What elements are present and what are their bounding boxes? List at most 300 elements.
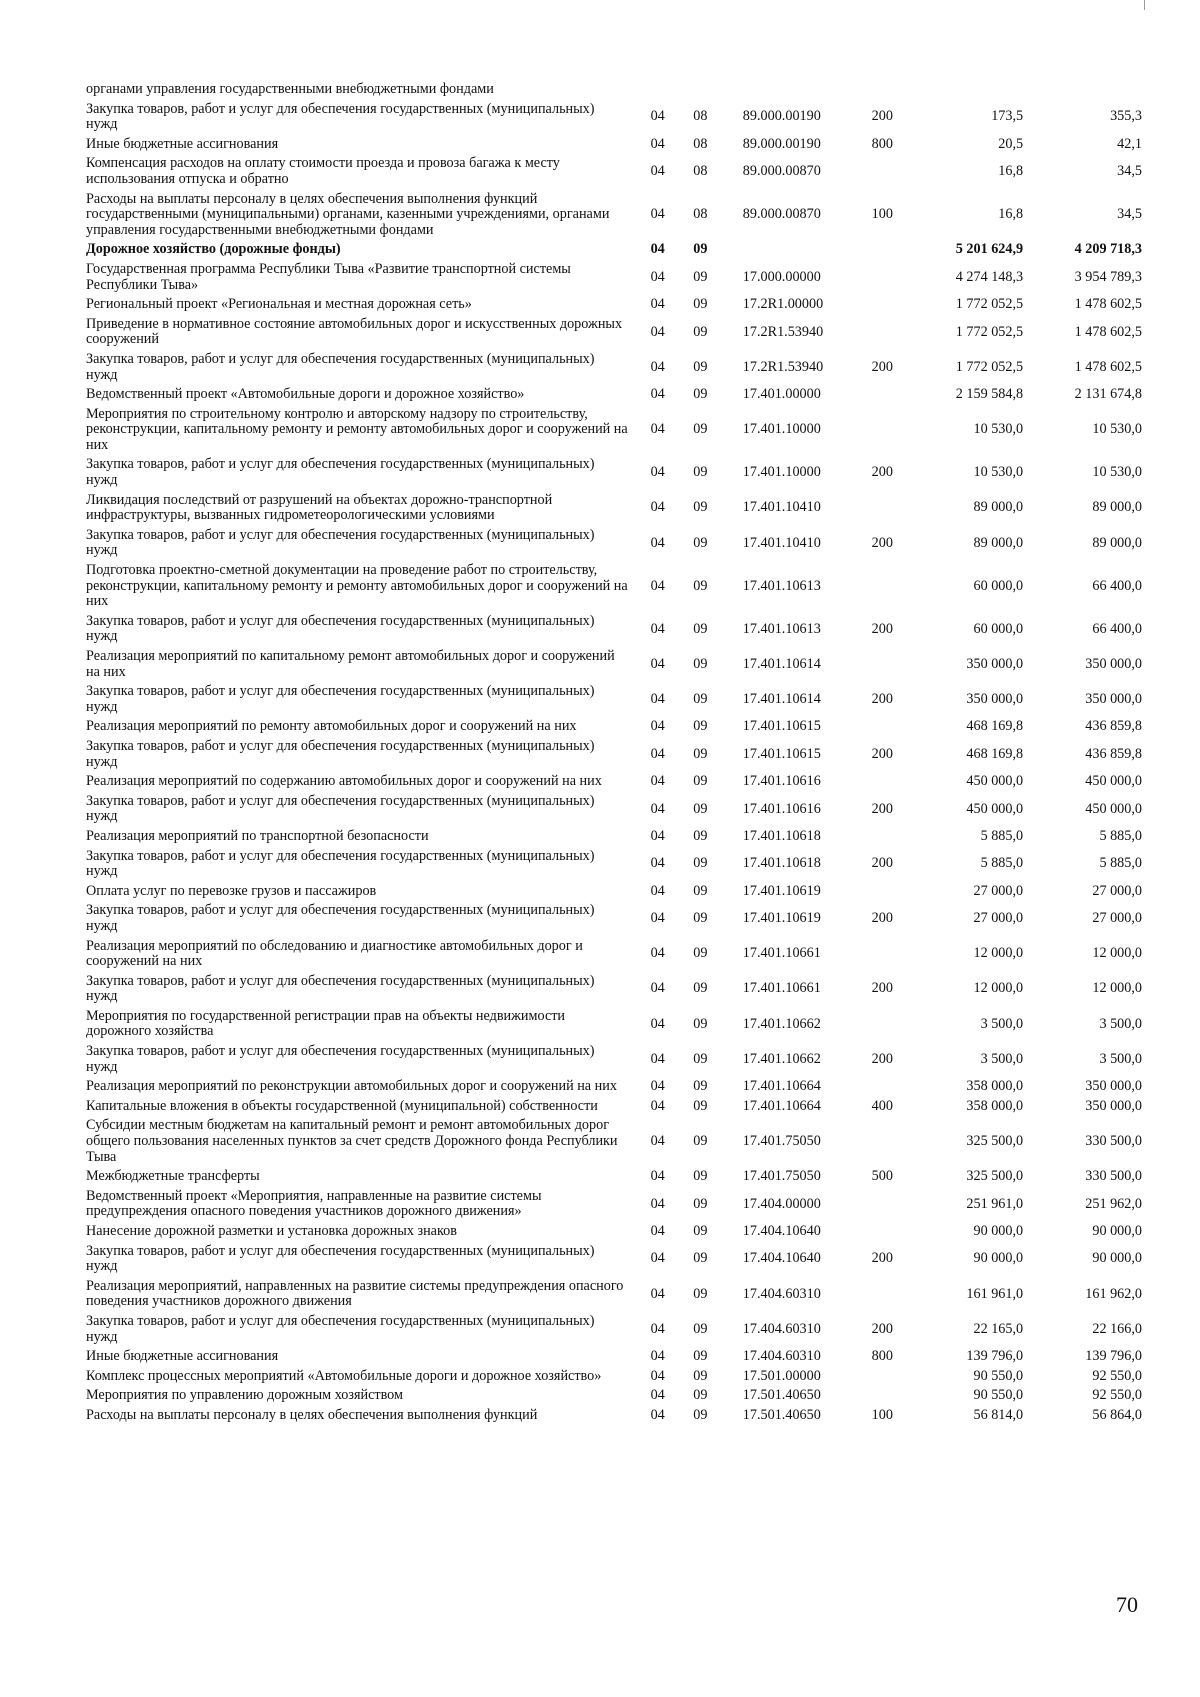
col-target-article: 17.401.10619	[742, 910, 821, 927]
col-target-article: 17.401.10410	[742, 534, 821, 551]
row-name: Региональный проект «Региональная и местная дорожная сеть»	[86, 296, 472, 313]
col-razdel: 04	[650, 421, 665, 438]
col-podrazdel: 09	[693, 910, 708, 927]
col-razdel: 04	[650, 534, 665, 551]
col-razdel: 04	[650, 1320, 665, 1337]
col-amount-year-2: 34,5	[1117, 206, 1142, 223]
table-row	[86, 1367, 1146, 1387]
col-amount-year-2: 89 000,0	[1092, 534, 1142, 551]
col-razdel: 04	[650, 745, 665, 762]
col-podrazdel: 09	[693, 358, 708, 375]
table-row	[86, 827, 1146, 847]
row-name: Закупка товаров, работ и услуг для обеспечения государственных (муниципальных) нужд	[86, 1242, 595, 1275]
col-expense-type: 200	[871, 358, 893, 375]
col-amount-year-2: 27 000,0	[1092, 882, 1142, 899]
col-amount-year-1: 5 885,0	[980, 827, 1024, 844]
col-amount-year-2: 27 000,0	[1092, 910, 1142, 927]
table-row	[86, 240, 1146, 260]
col-razdel: 04	[650, 241, 665, 258]
row-name: Расходы на выплаты персоналу в целях обеспечения выполнения функций государственными (муниципальными) органами, казенными учреждениями, органами управления государственными внебюджетными фондами	[86, 190, 610, 238]
col-amount-year-2: 350 000,0	[1085, 1097, 1142, 1114]
row-name: Реализация мероприятий по обследованию и диагностике автомобильных дорог и сооружений на них	[86, 937, 583, 970]
row-name: Комплекс процессных мероприятий «Автомобильные дороги и дорожное хозяйство»	[86, 1367, 602, 1384]
col-target-article: 17.404.10640	[742, 1223, 821, 1239]
col-amount-year-2: 12 000,0	[1092, 945, 1142, 962]
table-row	[86, 1386, 1146, 1406]
col-podrazdel: 09	[693, 855, 708, 872]
col-podrazdel: 09	[693, 1168, 708, 1185]
col-amount-year-1: 90 550,0	[973, 1367, 1024, 1384]
col-amount-year-1: 4 274 148,3	[955, 268, 1024, 285]
col-amount-year-2: 350 000,0	[1085, 1078, 1142, 1095]
row-name: Нанесение дорожной разметки и установка дорожных знаков	[86, 1223, 457, 1239]
col-amount-year-1: 90 550,0	[973, 1387, 1024, 1404]
col-razdel: 04	[650, 620, 665, 637]
col-podrazdel: 09	[693, 1348, 708, 1365]
col-amount-year-2: 66 400,0	[1092, 577, 1142, 594]
table-row	[86, 937, 1146, 972]
col-podrazdel: 09	[693, 882, 708, 899]
row-name: Реализация мероприятий по содержанию автомобильных дорог и сооружений на них	[86, 773, 602, 790]
col-target-article: 17.501.00000	[742, 1367, 821, 1384]
table-row	[86, 561, 1146, 612]
col-target-article: 89.000.00190	[742, 108, 821, 125]
row-name: Капитальные вложения в объекты государственной (муниципальной) собственности	[86, 1097, 598, 1114]
table-row	[86, 491, 1146, 526]
col-expense-type: 500	[871, 1168, 893, 1185]
col-razdel: 04	[650, 1078, 665, 1095]
table-row	[86, 405, 1146, 456]
col-podrazdel: 09	[693, 421, 708, 438]
col-podrazdel: 09	[693, 690, 708, 707]
col-amount-year-2: 350 000,0	[1085, 690, 1142, 707]
col-target-article: 17.401.10615	[742, 718, 821, 735]
col-amount-year-2: 5 885,0	[1099, 827, 1142, 844]
col-podrazdel: 08	[693, 108, 708, 125]
table-row	[86, 1042, 1146, 1077]
table-row	[86, 1187, 1146, 1222]
table-row	[86, 154, 1146, 189]
col-expense-type: 200	[871, 1250, 893, 1267]
row-name: Закупка товаров, работ и услуг для обеспечения государственных (муниципальных) нужд	[86, 100, 595, 133]
col-amount-year-2: 3 500,0	[1099, 1015, 1142, 1032]
col-amount-year-1: 20,5	[998, 135, 1024, 152]
col-amount-year-1: 350 000,0	[966, 690, 1024, 707]
col-podrazdel: 09	[693, 745, 708, 762]
col-amount-year-1: 60 000,0	[973, 577, 1024, 594]
col-target-article: 17.401.10618	[742, 855, 821, 872]
table-row	[86, 190, 1146, 241]
col-amount-year-2: 1 478 602,5	[1074, 296, 1142, 313]
table-row	[86, 647, 1146, 682]
col-razdel: 04	[650, 323, 665, 340]
col-amount-year-1: 468 169,8	[966, 745, 1024, 762]
row-name: Государственная программа Республики Тыва «Развитие транспортной системы Республики Тыва»	[86, 260, 571, 293]
col-podrazdel: 09	[693, 1387, 708, 1404]
col-amount-year-2: 89 000,0	[1092, 499, 1142, 516]
col-amount-year-1: 358 000,0	[966, 1078, 1024, 1095]
col-amount-year-1: 468 169,8	[966, 718, 1024, 735]
col-amount-year-1: 450 000,0	[966, 800, 1024, 817]
col-amount-year-2: 330 500,0	[1085, 1133, 1142, 1150]
row-name: Ликвидация последствий от разрушений на объектах дорожно-транспортной инфраструктуры, вызванных гидрометеорологическими условиями	[86, 491, 553, 524]
col-razdel: 04	[650, 1015, 665, 1032]
col-podrazdel: 09	[693, 464, 708, 481]
col-razdel: 04	[650, 296, 665, 313]
col-podrazdel: 08	[693, 135, 708, 152]
col-target-article: 17.401.10619	[742, 882, 821, 899]
col-target-article: 17.501.40650	[742, 1406, 821, 1423]
table-row	[86, 1097, 1146, 1117]
col-amount-year-2: 1 478 602,5	[1074, 358, 1142, 375]
col-expense-type: 800	[871, 1348, 893, 1365]
col-expense-type: 200	[871, 855, 893, 872]
col-target-article: 17.401.10000	[742, 421, 821, 438]
col-razdel: 04	[650, 718, 665, 735]
col-amount-year-1: 251 961,0	[966, 1195, 1024, 1212]
row-name: Закупка товаров, работ и услуг для обеспечения государственных (муниципальных) нужд	[86, 737, 595, 770]
col-razdel: 04	[650, 773, 665, 790]
row-name: Реализация мероприятий, направленных на развитие системы предупреждения опасного поведения участников дорожного движения	[86, 1277, 624, 1310]
col-amount-year-1: 10 530,0	[973, 421, 1024, 438]
scan-mark	[1144, 0, 1145, 10]
row-name: Иные бюджетные ассигнования	[86, 135, 279, 152]
col-razdel: 04	[650, 1097, 665, 1114]
col-razdel: 04	[650, 1285, 665, 1302]
col-razdel: 04	[650, 910, 665, 927]
row-name: Закупка товаров, работ и услуг для обеспечения государственных (муниципальных) нужд	[86, 683, 595, 715]
col-expense-type: 200	[871, 108, 893, 125]
col-target-article: 17.404.60310	[742, 1285, 821, 1302]
col-razdel: 04	[650, 1367, 665, 1384]
row-name: Субсидии местным бюджетам на капитальный ремонт и ремонт автомобильных дорог общего пользования населенных пунктов за счет средств Дорожного фонда Республики Тыва	[86, 1117, 618, 1165]
row-name: Мероприятия по государственной регистрации прав на объекты недвижимости дорожного хозяйства	[86, 1007, 566, 1040]
col-amount-year-1: 12 000,0	[973, 980, 1024, 997]
col-razdel: 04	[650, 1168, 665, 1185]
col-razdel: 04	[650, 1223, 665, 1239]
col-target-article: 17.401.10662	[742, 1015, 821, 1032]
col-amount-year-2: 139 796,0	[1085, 1348, 1142, 1365]
row-name: Закупка товаров, работ и услуг для обеспечения государственных (муниципальных) нужд	[86, 902, 595, 934]
col-razdel: 04	[650, 1387, 665, 1404]
table-row	[86, 455, 1146, 490]
col-amount-year-1: 90 000,0	[973, 1223, 1024, 1239]
col-podrazdel: 09	[693, 800, 708, 817]
col-podrazdel: 08	[693, 163, 708, 180]
col-target-article: 17.401.10661	[742, 945, 821, 962]
col-podrazdel: 09	[693, 718, 708, 735]
table-row	[86, 1116, 1146, 1167]
col-target-article: 17.000.00000	[742, 268, 821, 285]
col-podrazdel: 09	[693, 1050, 708, 1067]
col-razdel: 04	[650, 800, 665, 817]
col-target-article: 17.401.10664	[742, 1078, 821, 1095]
table-row	[86, 717, 1146, 737]
col-podrazdel: 09	[693, 1285, 708, 1302]
col-expense-type: 200	[871, 910, 893, 927]
col-amount-year-1: 3 500,0	[980, 1050, 1024, 1067]
col-podrazdel: 09	[693, 1406, 708, 1423]
col-amount-year-2: 2 131 674,8	[1074, 386, 1142, 403]
table-row	[86, 315, 1146, 350]
row-name: Компенсация расходов на оплату стоимости проезда и провоза багажа к месту использования отпуска и обратно	[86, 155, 560, 187]
col-razdel: 04	[650, 577, 665, 594]
table-row	[86, 901, 1146, 936]
table-row	[86, 1242, 1146, 1277]
col-target-article: 17.401.10613	[742, 577, 821, 594]
row-name: Закупка товаров, работ и услуг для обеспечения государственных (муниципальных) нужд	[86, 1312, 595, 1345]
col-amount-year-2: 436 859,8	[1085, 745, 1142, 762]
col-amount-year-2: 92 550,0	[1092, 1367, 1142, 1384]
col-target-article: 17.401.10616	[742, 800, 821, 817]
col-razdel: 04	[650, 882, 665, 899]
col-podrazdel: 09	[693, 1015, 708, 1032]
col-podrazdel: 09	[693, 1320, 708, 1337]
col-amount-year-1: 358 000,0	[966, 1097, 1024, 1114]
col-podrazdel: 09	[693, 268, 708, 285]
col-razdel: 04	[650, 499, 665, 516]
row-name: Ведомственный проект «Автомобильные дороги и дорожное хозяйство»	[86, 386, 525, 403]
col-expense-type: 200	[871, 690, 893, 707]
col-target-article: 17.401.75050	[742, 1168, 821, 1185]
row-name: Мероприятия по строительному контролю и авторскому надзору по строительству, реконструкции, капитальному ремонту и ремонту автомобильных дорог и сооружений на них	[86, 405, 628, 453]
col-podrazdel: 09	[693, 1250, 708, 1267]
col-amount-year-1: 22 165,0	[973, 1320, 1024, 1337]
col-target-article: 17.401.10614	[742, 655, 821, 672]
col-amount-year-1: 89 000,0	[973, 499, 1024, 516]
col-razdel: 04	[650, 1050, 665, 1067]
col-amount-year-2: 90 000,0	[1092, 1223, 1142, 1239]
row-name: Закупка товаров, работ и услуг для обеспечения государственных (муниципальных) нужд	[86, 1043, 595, 1075]
budget-table	[86, 80, 1146, 1426]
table-row	[86, 682, 1146, 717]
col-amount-year-2: 450 000,0	[1085, 773, 1142, 790]
col-razdel: 04	[650, 855, 665, 872]
col-razdel: 04	[650, 827, 665, 844]
table-row	[86, 1007, 1146, 1042]
col-amount-year-2: 3 954 789,3	[1074, 268, 1142, 285]
col-expense-type: 200	[871, 980, 893, 997]
col-expense-type: 200	[871, 534, 893, 551]
row-name: Закупка товаров, работ и услуг для обеспечения государственных (муниципальных) нужд	[86, 612, 595, 645]
col-target-article: 17.401.10615	[742, 745, 821, 762]
table-row	[86, 847, 1146, 882]
col-podrazdel: 09	[693, 241, 708, 258]
table-row	[86, 1077, 1146, 1097]
col-amount-year-1: 1 772 052,5	[955, 323, 1024, 340]
row-name: Подготовка проектно-сметной документации на проведение работ по строительству, реконструкции, капитальному ремонту и ремонту автомобильных дорог и сооружений на них	[86, 562, 628, 610]
row-name: Дорожное хозяйство (дорожные фонды)	[86, 241, 341, 258]
table-row	[86, 100, 1146, 135]
col-amount-year-1: 325 500,0	[966, 1133, 1024, 1150]
row-name: Закупка товаров, работ и услуг для обеспечения государственных (муниципальных) нужд	[86, 792, 595, 825]
table-row	[86, 882, 1146, 902]
row-name: Межбюджетные трансферты	[86, 1168, 260, 1185]
table-row	[86, 1167, 1146, 1187]
row-name: Закупка товаров, работ и услуг для обеспечения государственных (муниципальных) нужд	[86, 456, 595, 489]
col-target-article: 17.501.40650	[742, 1387, 821, 1404]
col-target-article: 17.401.10000	[742, 464, 821, 481]
col-amount-year-1: 325 500,0	[966, 1168, 1024, 1185]
col-expense-type: 200	[871, 800, 893, 817]
col-amount-year-2: 92 550,0	[1092, 1387, 1142, 1404]
col-target-article: 17.2R1.53940	[742, 323, 824, 340]
col-amount-year-1: 56 814,0	[973, 1406, 1024, 1423]
col-amount-year-2: 450 000,0	[1085, 800, 1142, 817]
col-podrazdel: 09	[693, 534, 708, 551]
col-razdel: 04	[650, 655, 665, 672]
col-target-article: 17.401.75050	[742, 1133, 821, 1150]
table-row	[86, 135, 1146, 155]
col-target-article: 17.404.00000	[742, 1195, 821, 1212]
col-amount-year-2: 4 209 718,3	[1074, 241, 1142, 258]
col-podrazdel: 09	[693, 980, 708, 997]
col-amount-year-2: 90 000,0	[1092, 1250, 1142, 1267]
col-amount-year-1: 2 159 584,8	[955, 386, 1024, 403]
col-amount-year-1: 60 000,0	[973, 620, 1024, 637]
col-target-article: 89.000.00870	[742, 163, 821, 180]
col-target-article: 17.404.60310	[742, 1348, 821, 1365]
col-amount-year-1: 1 772 052,5	[955, 296, 1024, 313]
col-target-article: 17.401.10613	[742, 620, 821, 637]
col-expense-type: 200	[871, 464, 893, 481]
col-podrazdel: 09	[693, 1097, 708, 1114]
row-name: Закупка товаров, работ и услуг для обеспечения государственных (муниципальных) нужд	[86, 350, 595, 383]
row-name: Реализация мероприятий по реконструкции автомобильных дорог и сооружений на них	[86, 1078, 617, 1095]
col-amount-year-1: 5 885,0	[980, 855, 1024, 872]
col-amount-year-1: 89 000,0	[973, 534, 1024, 551]
row-name: Закупка товаров, работ и услуг для обеспечения государственных (муниципальных) нужд	[86, 847, 595, 880]
row-name: органами управления государственными внебюджетными фондами	[86, 81, 494, 97]
col-podrazdel: 09	[693, 1223, 708, 1239]
row-name: Иные бюджетные ассигнования	[86, 1348, 279, 1365]
col-amount-year-2: 42,1	[1117, 135, 1142, 152]
col-podrazdel: 09	[693, 577, 708, 594]
row-name: Реализация мероприятий по транспортной безопасности	[86, 827, 429, 844]
col-expense-type: 200	[871, 745, 893, 762]
col-amount-year-1: 27 000,0	[973, 882, 1024, 899]
col-amount-year-1: 139 796,0	[966, 1348, 1024, 1365]
col-amount-year-2: 10 530,0	[1092, 464, 1142, 481]
col-target-article: 17.401.10616	[742, 773, 821, 790]
col-razdel: 04	[650, 108, 665, 125]
table-row	[86, 385, 1146, 405]
col-target-article: 17.401.10410	[742, 499, 821, 516]
col-razdel: 04	[650, 386, 665, 403]
col-target-article: 89.000.00190	[742, 135, 821, 152]
col-razdel: 04	[650, 1250, 665, 1267]
col-razdel: 04	[650, 135, 665, 152]
col-expense-type: 200	[871, 1320, 893, 1337]
col-amount-year-1: 350 000,0	[966, 655, 1024, 672]
col-podrazdel: 09	[693, 1133, 708, 1150]
col-podrazdel: 09	[693, 1367, 708, 1384]
col-expense-type: 100	[871, 206, 893, 223]
col-amount-year-2: 330 500,0	[1085, 1168, 1142, 1185]
col-amount-year-2: 56 864,0	[1092, 1406, 1142, 1423]
col-expense-type: 200	[871, 1050, 893, 1067]
col-amount-year-2: 251 962,0	[1085, 1195, 1142, 1212]
col-amount-year-1: 5 201 624,9	[955, 241, 1024, 258]
col-amount-year-2: 10 530,0	[1092, 421, 1142, 438]
table-row	[86, 80, 1146, 100]
col-podrazdel: 09	[693, 773, 708, 790]
col-razdel: 04	[650, 206, 665, 223]
table-row	[86, 295, 1146, 315]
col-razdel: 04	[650, 464, 665, 481]
col-amount-year-1: 90 000,0	[973, 1250, 1024, 1267]
row-name: Приведение в нормативное состояние автомобильных дорог и искусственных дорожных сооружений	[86, 315, 623, 348]
table-row	[86, 1222, 1146, 1242]
col-amount-year-2: 436 859,8	[1085, 718, 1142, 735]
table-row	[86, 612, 1146, 647]
row-name: Мероприятия по управлению дорожным хозяйством	[86, 1387, 403, 1404]
col-razdel: 04	[650, 690, 665, 707]
table-row	[86, 1347, 1146, 1367]
col-razdel: 04	[650, 358, 665, 375]
col-razdel: 04	[650, 945, 665, 962]
col-target-article: 17.401.00000	[742, 386, 821, 403]
table-row	[86, 350, 1146, 385]
col-podrazdel: 09	[693, 945, 708, 962]
table-row	[86, 772, 1146, 792]
row-name: Реализация мероприятий по ремонту автомобильных дорог и сооружений на них	[86, 718, 577, 735]
col-podrazdel: 09	[693, 296, 708, 313]
col-amount-year-2: 3 500,0	[1099, 1050, 1142, 1067]
col-amount-year-1: 12 000,0	[973, 945, 1024, 962]
col-podrazdel: 09	[693, 1195, 708, 1212]
row-name: Закупка товаров, работ и услуг для обеспечения государственных (муниципальных) нужд	[86, 526, 595, 559]
col-amount-year-1: 16,8	[998, 206, 1024, 223]
col-amount-year-2: 34,5	[1117, 163, 1142, 180]
col-amount-year-1: 3 500,0	[980, 1015, 1024, 1032]
row-name: Закупка товаров, работ и услуг для обеспечения государственных (муниципальных) нужд	[86, 972, 595, 1005]
row-name: Оплата услуг по перевозке грузов и пассажиров	[86, 882, 377, 899]
table-row	[86, 792, 1146, 827]
table-row	[86, 737, 1146, 772]
col-amount-year-2: 1 478 602,5	[1074, 323, 1142, 340]
col-razdel: 04	[650, 1348, 665, 1365]
col-expense-type: 200	[871, 620, 893, 637]
col-amount-year-1: 161 961,0	[966, 1285, 1024, 1302]
col-razdel: 04	[650, 163, 665, 180]
col-podrazdel: 09	[693, 323, 708, 340]
col-podrazdel: 09	[693, 386, 708, 403]
col-razdel: 04	[650, 1133, 665, 1150]
col-amount-year-1: 10 530,0	[973, 464, 1024, 481]
col-target-article: 17.401.10661	[742, 980, 821, 997]
table-row	[86, 1312, 1146, 1347]
col-razdel: 04	[650, 1195, 665, 1212]
table-row	[86, 972, 1146, 1007]
col-target-article: 17.404.10640	[742, 1250, 821, 1267]
col-amount-year-2: 22 166,0	[1092, 1320, 1142, 1337]
col-amount-year-2: 161 962,0	[1085, 1285, 1142, 1302]
col-amount-year-1: 16,8	[998, 163, 1024, 180]
col-amount-year-2: 350 000,0	[1085, 655, 1142, 672]
col-target-article: 17.401.10618	[742, 827, 821, 844]
col-target-article: 17.401.10664	[742, 1097, 821, 1114]
page-number: 70	[1116, 1592, 1138, 1617]
col-podrazdel: 09	[693, 620, 708, 637]
table-row	[86, 1406, 1146, 1426]
col-podrazdel: 09	[693, 827, 708, 844]
row-name: Ведомственный проект «Мероприятия, направленные на развитие системы предупреждения опасного поведения участников дорожного движения»	[86, 1187, 542, 1220]
table-row	[86, 1277, 1146, 1312]
row-name: Расходы на выплаты персоналу в целях обеспечения выполнения функций	[86, 1406, 538, 1423]
table-row	[86, 260, 1146, 295]
col-amount-year-1: 27 000,0	[973, 910, 1024, 927]
